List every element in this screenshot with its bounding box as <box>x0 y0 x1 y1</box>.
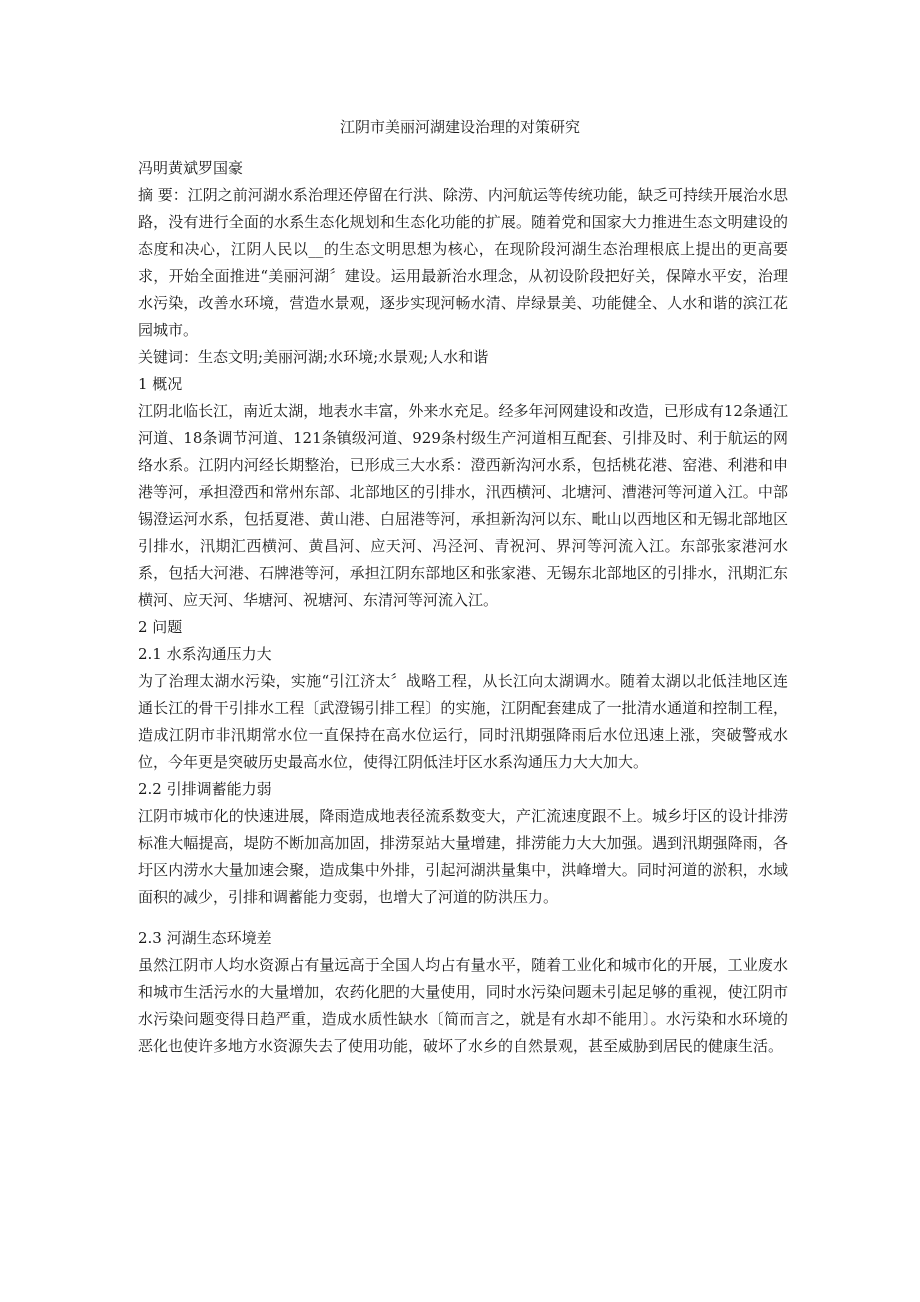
section-2-3-body: 虽然江阴市人均水资源占有量远高于全国人均占有量水平，随着工业化和城市化的开展，工业废水和城市生活污水的大量增加，农药化肥的大量使用，同时水污染问题未引起足够的重视，使江阴市水污染问题变得日趋严重，造成水质性缺水〔简而言之，就是有水却不能用〕。水污染和水环境的恶化也使许多地方水资源失去了使用功能，破坏了水乡的自然景观，甚至威胁到居民的健康生活。 <box>138 956 788 1055</box>
section-1-body: 江阴北临长江，南近太湖，地表水丰富，外来水充足。经多年河网建设和改造，已形成有12条通江河道、18条调节河道、121条镇级河道、929条村级生产河道相互配套、引排及时、利于航运的网络水系。江阴内河经长期整治，已形成三大水系：澄西新沟河水系，包括桃花港、窑港、利港和申港等河，承担澄西和常州东部、北部地区的引排水，汛西横河、北塘河、漕港河等河道入江。中部锡澄运河水系，包括夏港、黄山港、白屈港等河，承担新沟河以东、毗山以西地区和无锡北部地区引排水，汛期汇西横河、黄昌河、应天河、冯泾河、青祝河、界河等河流入江。东部张家港河水系，包括大河港、石牌港等河，承担江阴东部地区和张家港、无锡东北部地区的引排水，汛期汇东横河、应天河、华塘河、祝塘河、东清河等河流入江。 <box>138 402 788 609</box>
abstract: 摘 要：江阴之前河湖水系治理还停留在行洪、除涝、内河航运等传统功能，缺乏可持续开展治水思路，没有进行全面的水系生态化规划和生态化功能的扩展。随着党和国家大力推进生态文明建设的态度和决心，江阴人民以__的生态文明思想为核心，在现阶段河湖生态治理根底上提出的更高要求，开始全面推进“美丽河湖〞建设。运用最新治水理念，从初设阶段把好关，保障水平安，治理水污染，改善水环境，营造水景观，逐步实现河畅水清、岸绿景美、功能健全、人水和谐的滨江花园城市。 <box>138 186 788 339</box>
section-1-heading: 1 概况 <box>138 375 183 393</box>
keywords: 关键词：生态文明;美丽河湖;水环境;水景观;人水和谐 <box>138 348 489 366</box>
section-2-2-body: 江阴市城市化的快速进展，降雨造成地表径流系数变大，产汇流速度跟不上。城乡圩区的设计排涝标准大幅提高，堤防不断加高加固，排涝泵站大量增建，排涝能力大大加强。遇到汛期强降雨，各圩区内涝水大量加速会聚，造成集中外排，引起河湖洪量集中，洪峰增大。同时河道的淤积，水域面积的减少，引排和调蓄能力变弱，也增大了河道的防洪压力。 <box>138 807 788 906</box>
section-2-1-heading: 2.1 水系沟通压力大 <box>138 645 272 663</box>
section-2-1-body: 为了治理太湖水污染，实施“引江济太〞战略工程，从长江向太湖调水。随着太湖以北低洼地区连通长江的骨干引排水工程〔武澄锡引排工程〕的实施，江阴配套建成了一批清水通道和控制工程，造成江阴市非汛期常水位一直保持在高水位运行，同时汛期强降雨后水位迅速上涨，突破警戒水位，今年更是突破历史最高水位，使得江阴低洼圩区水系沟通压力大大加大。 <box>138 672 788 771</box>
authors: 冯明黄斌罗国豪 <box>138 159 244 177</box>
document-title: 江阴市美丽河湖建设治理的对策研究 <box>339 118 580 136</box>
section-2-3-heading: 2.3 河湖生态环境差 <box>138 929 272 947</box>
section-2-2-heading: 2.2 引排调蓄能力弱 <box>138 780 272 798</box>
document-body <box>138 155 788 1060</box>
section-2-heading: 2 问题 <box>138 618 183 636</box>
